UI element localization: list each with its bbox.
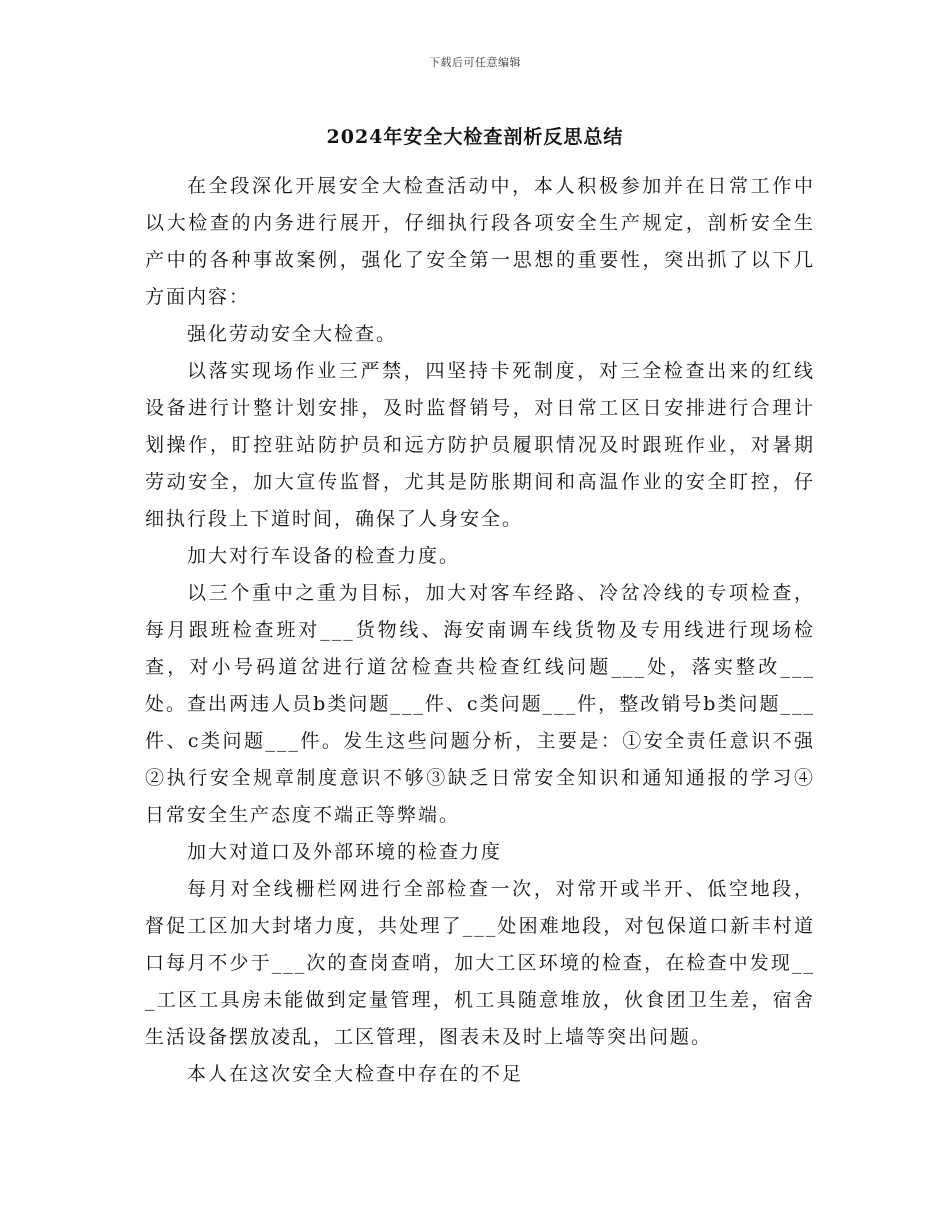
paragraph-intro: 在全段深化开展安全大检查活动中，本人积极参加并在日常工作中以大检查的内务进行展开，仔细执行段各项安全生产规定，剖析安全生产中的各种事故案例，强化了安全第一思想的重要性，突出抓了以下几方面内容： [145,175,815,308]
paragraph-crossing-environment: 每月对全线栅栏网进行全部检查一次，对常开或半开、低空地段，督促工区加大封堵力度，共处理了___处困难地段，对包保道口新丰村道口每月不少于___次的查岗查哨，加大工区环境的检查，在检查中发现___工区工具房未能做到定量管理，机工具随意堆放，伙食团卫生差，宿舍生活设备摆放凌乱，工区管理，图表未及时上墙等突出问题。 [145,878,815,1048]
section-heading-crossing-environment: 加大对道口及外部环境的检查力度 [187,841,503,863]
document-title: 2024年安全大检查剖析反思总结 [326,126,624,148]
section-heading-train-equipment: 加大对行车设备的检查力度。 [187,545,461,567]
header-note: 下载后可任意编辑 [429,56,521,69]
section-heading-labor-safety: 强化劳动安全大检查。 [187,323,398,345]
section-heading-shortcomings: 本人在这次安全大检查中存在的不足 [187,1063,524,1085]
paragraph-train-equipment: 以三个重中之重为目标，加大对客车经路、冷岔冷线的专项检查，每月跟班检查班对___货物线、海安南调车线货物及专用线进行现场检查，对小号码道岔进行道岔检查共检查红线问题___处，落实整改___处。查出两违人员b类问题___件、c类问题___件，整改销号b类问题___件、c类问题___件。发生这些问题分析，主要是：①安全责任意识不强②执行安全规章制度意识不够③缺乏日常安全知识和通知通报的学习④日常安全生产态度不端正等弊端。 [145,582,815,826]
document-body [145,168,815,1093]
paragraph-labor-safety: 以落实现场作业三严禁，四坚持卡死制度，对三全检查出来的红线设备进行计整计划安排，及时监督销号，对日常工区日安排进行合理计划操作，盯控驻站防护员和远方防护员履职情况及时跟班作业，对暑期劳动安全，加大宣传监督，尤其是防胀期间和高温作业的安全盯控，仔细执行段上下道时间，确保了人身安全。 [145,360,815,530]
